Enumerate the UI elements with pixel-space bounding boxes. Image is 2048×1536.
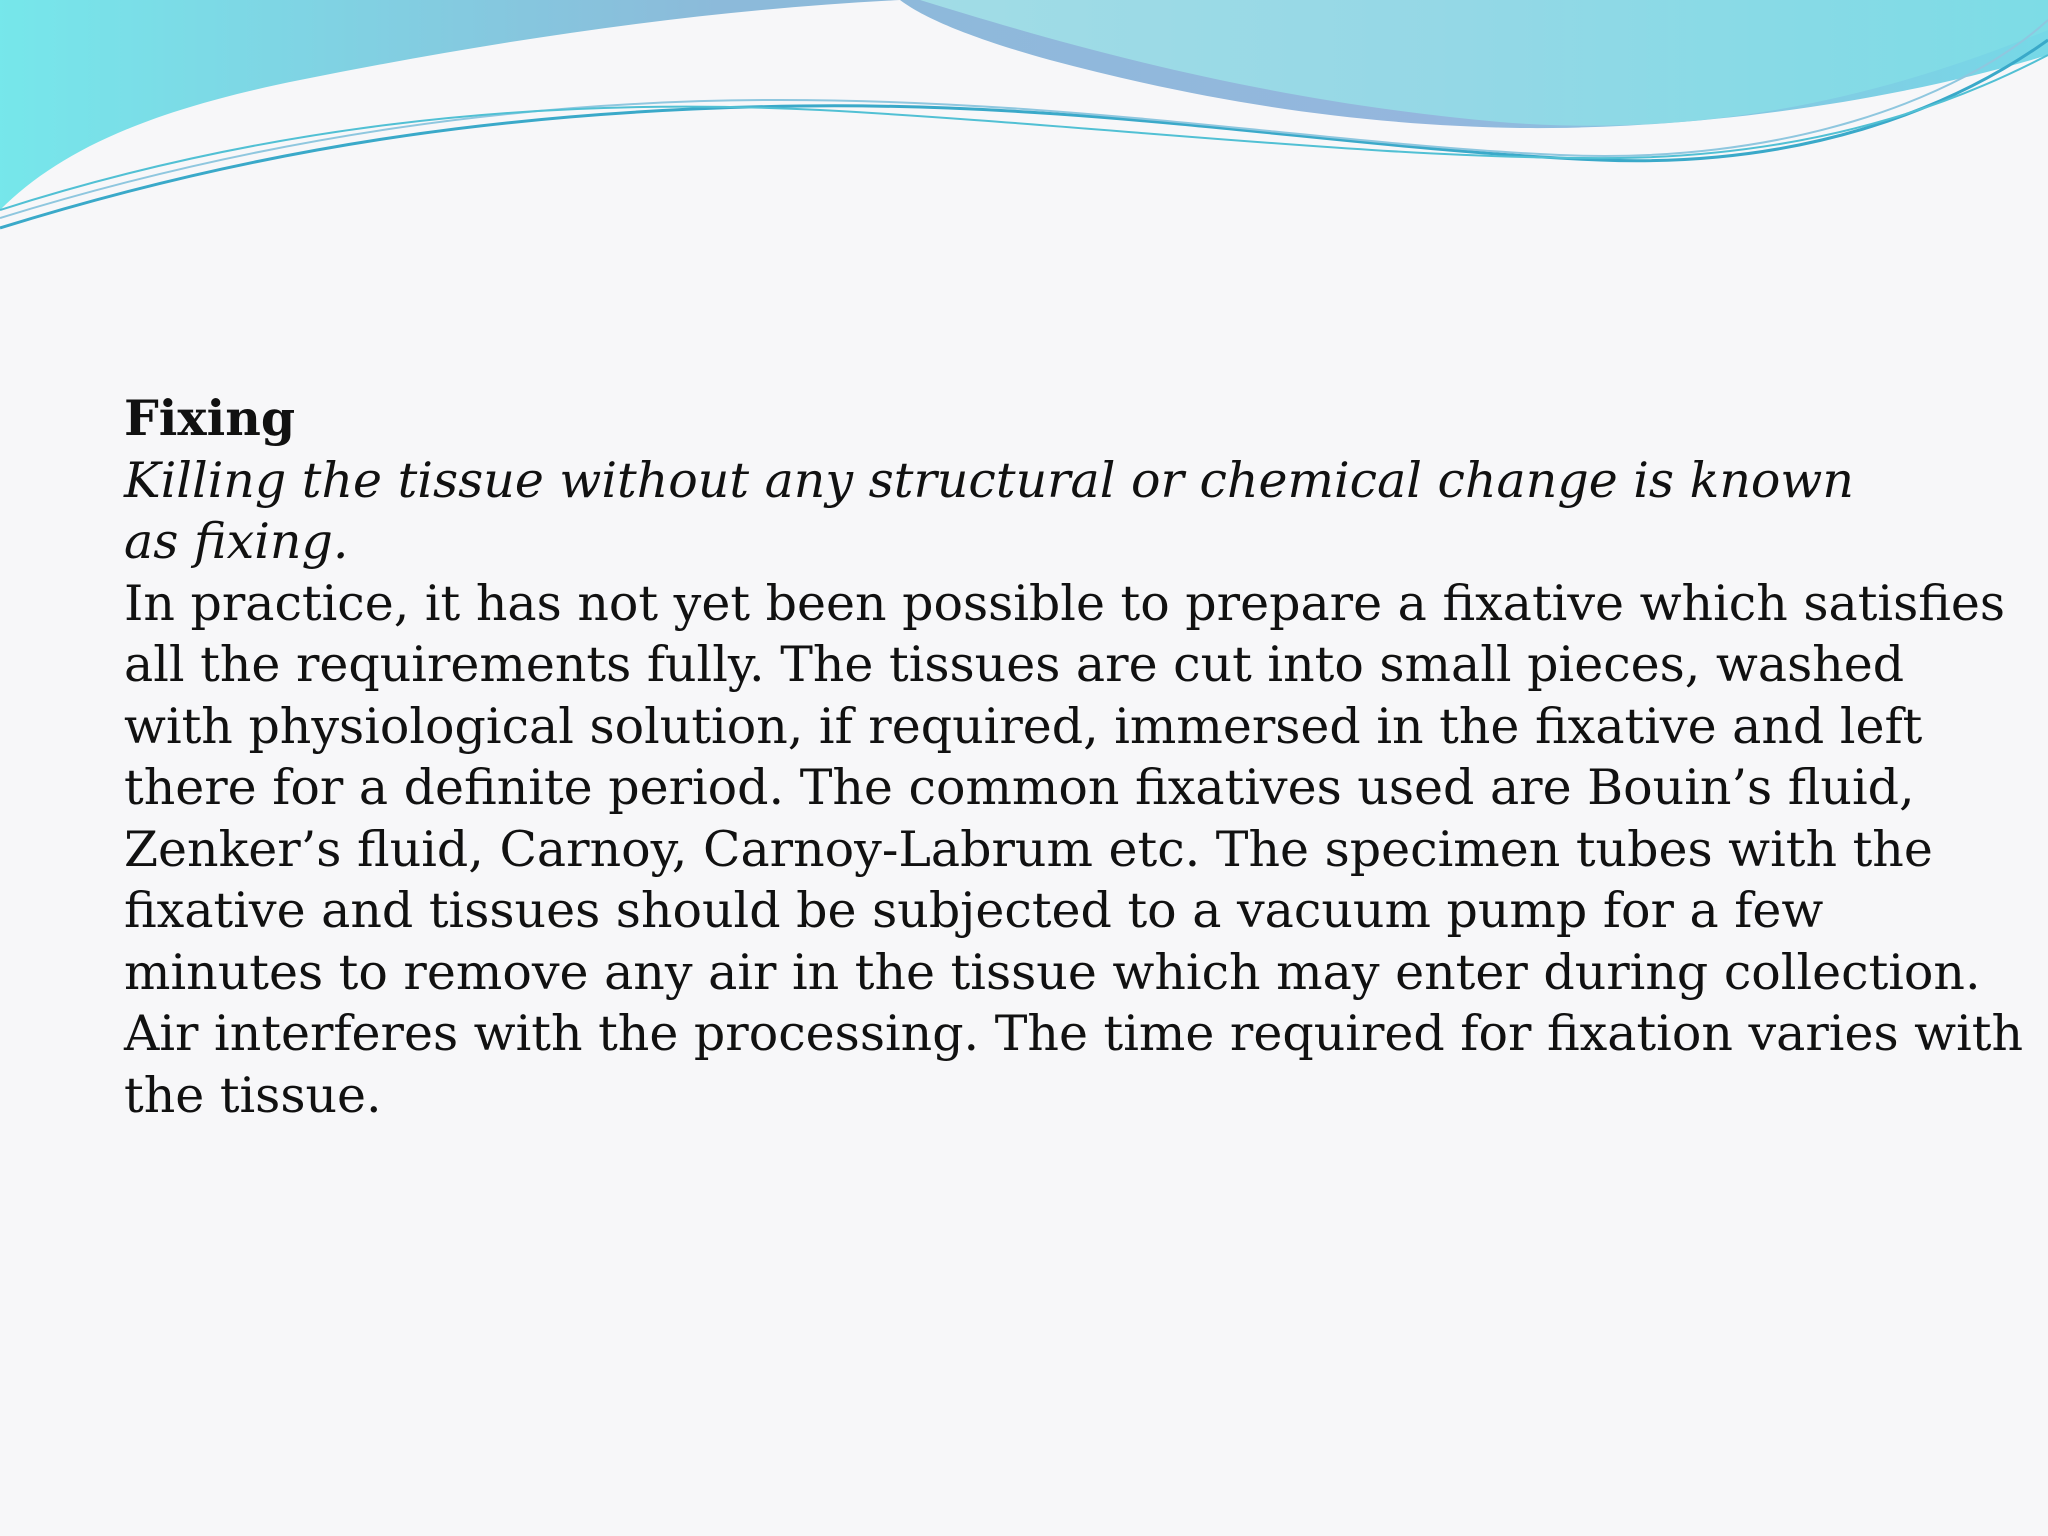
decorative-wave-header — [0, 0, 2048, 240]
definition-text: Killing the tissue without any structural or chemical change is known as fixing. — [124, 451, 1854, 570]
body-paragraph: In practice, it has not yet been possible to prepare a fixative which satisfies all the requirements fully. The tissues are cut into small pieces, washed with physiological solution, if required, immersed in the fixative and left there for a definite period. The common fixatives used are Bouin’s fluid, Zenker’s fluid, Carnoy, Carnoy-Labrum etc. The specimen tubes with the fixative and tissues should be subjected to a vacuum pump for a few minutes to remove any air in the tissue which may enter during collection. Air interferes with the processing. The time required for fixation varies with the tissue. — [124, 574, 2024, 1124]
slide-content — [124, 388, 2024, 1126]
slide-heading: Fixing — [124, 389, 296, 447]
